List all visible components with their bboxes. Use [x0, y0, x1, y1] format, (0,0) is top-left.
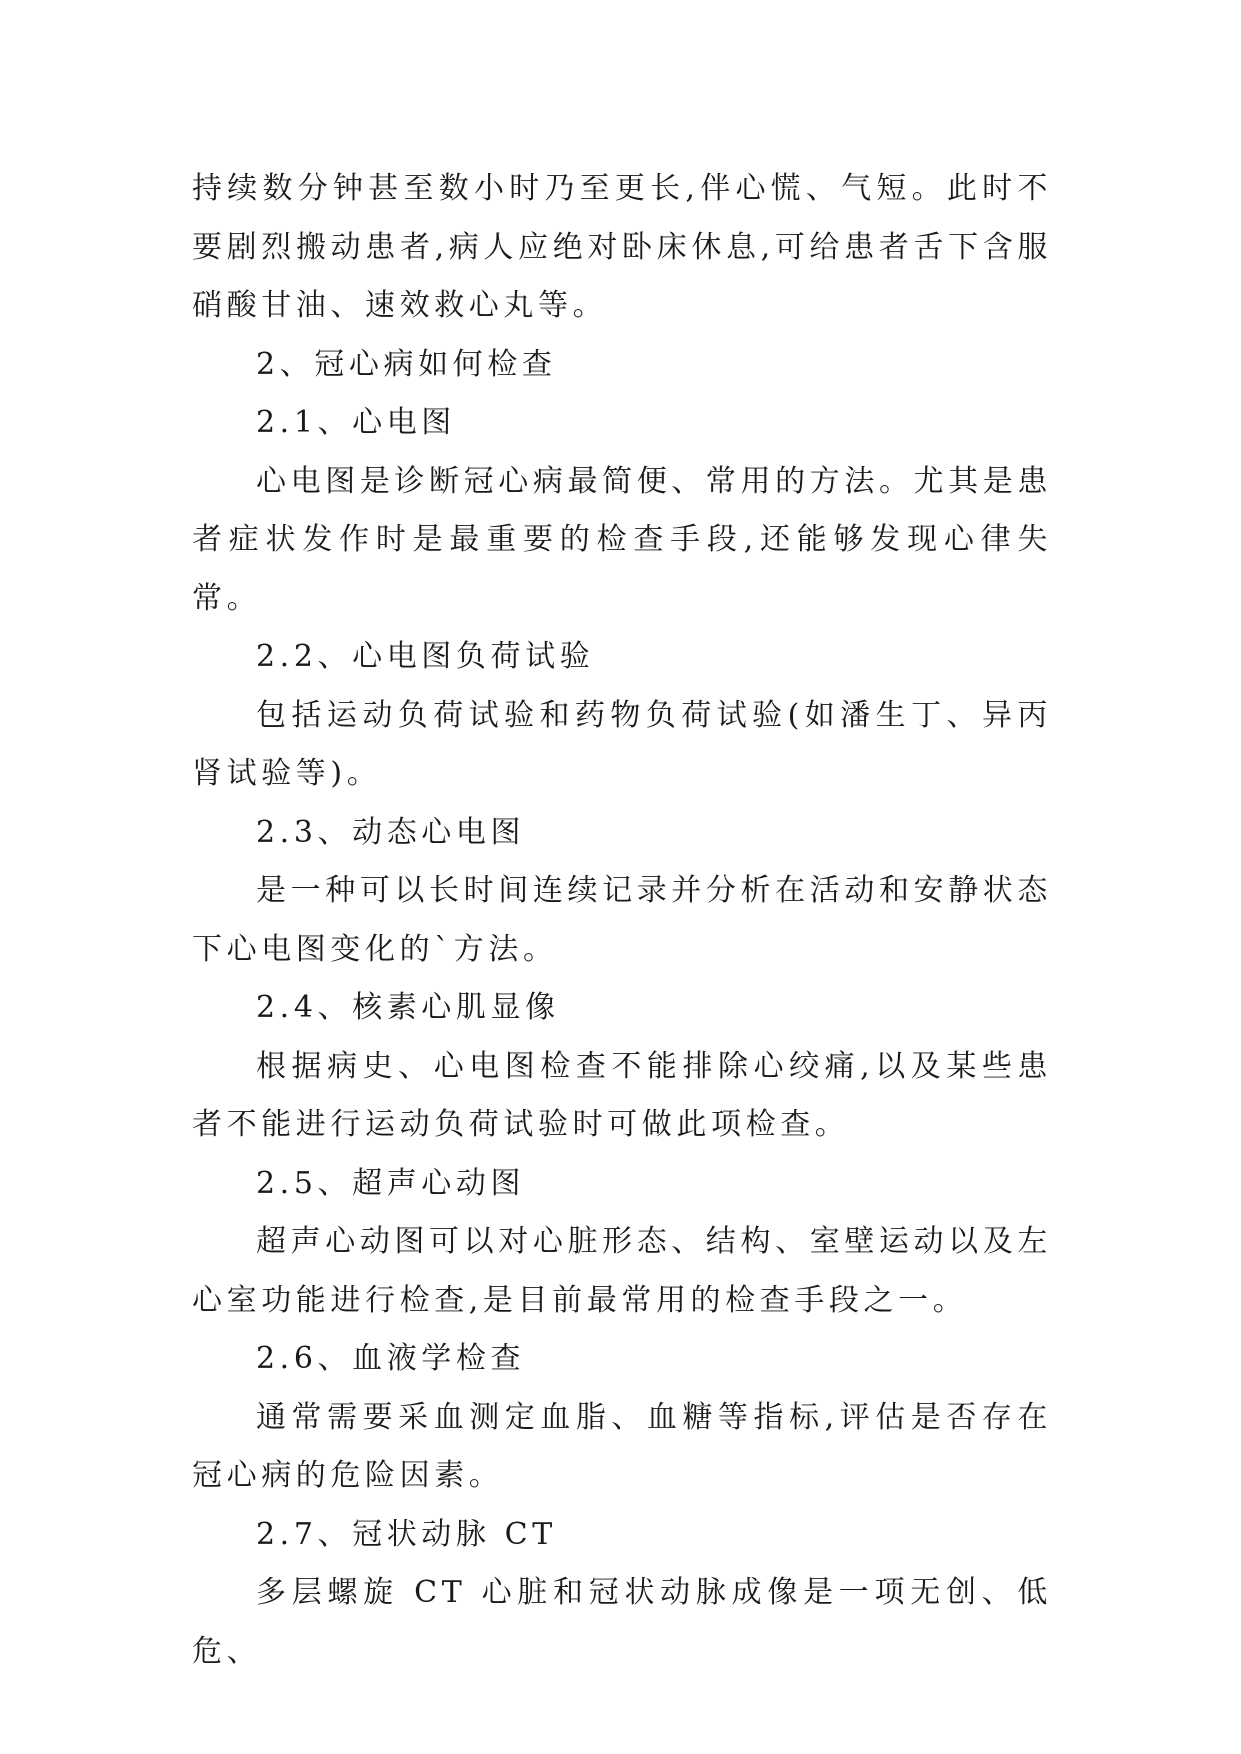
subsection-heading-2-1: 2.1、心电图 [256, 405, 456, 440]
subsection-heading-2-7: 2.7、冠状动脉 CT [256, 1516, 557, 1552]
subsection-heading-2-2: 2.2、心电图负荷试验 [256, 639, 595, 674]
paragraph-stress-test: 包括运动负荷试验和药物负荷试验(如潘生丁、异丙肾试验等)。 [192, 697, 1052, 791]
paragraph-nuclear-imaging: 根据病史、心电图检查不能排除心绞痛,以及某些患者不能进行运动负荷试验时可做此项检查。 [192, 1048, 1052, 1142]
paragraph-coronary-ct: 多层螺旋 CT 心脏和冠状动脉成像是一项无创、低危、 [192, 1575, 1052, 1669]
section-heading-2: 2、冠心病如何检查 [256, 346, 557, 382]
paragraph-ecg: 心电图是诊断冠心病最简便、常用的方法。尤其是患者症状发作时是最重要的检查手段,还能够发现心律失常。 [192, 463, 1052, 616]
subsection-heading-2-6: 2.6、血液学检查 [256, 1341, 526, 1376]
paragraph-continuation: 持续数分钟甚至数小时乃至更长,伴心慌、气短。此时不要剧烈搬动患者,病人应绝对卧床休息,可给患者舌下含服硝酸甘油、速效救心丸等。 [192, 171, 1052, 323]
subsection-heading-2-3: 2.3、动态心电图 [256, 814, 526, 850]
subsection-heading-2-4: 2.4、核素心肌显像 [256, 990, 560, 1025]
paragraph-echocardiogram: 超声心动图可以对心脏形态、结构、室壁运动以及左心室功能进行检查,是目前最常用的检查手段之一。 [192, 1224, 1052, 1318]
subsection-heading-2-5: 2.5、超声心动图 [256, 1165, 526, 1201]
paragraph-blood-test: 通常需要采血测定血脂、血糖等指标,评估是否存在冠心病的危险因素。 [192, 1399, 1052, 1493]
document-body [192, 160, 1052, 1681]
paragraph-holter: 是一种可以长时间连续记录并分析在活动和安静状态下心电图变化的`方法。 [192, 873, 1052, 967]
